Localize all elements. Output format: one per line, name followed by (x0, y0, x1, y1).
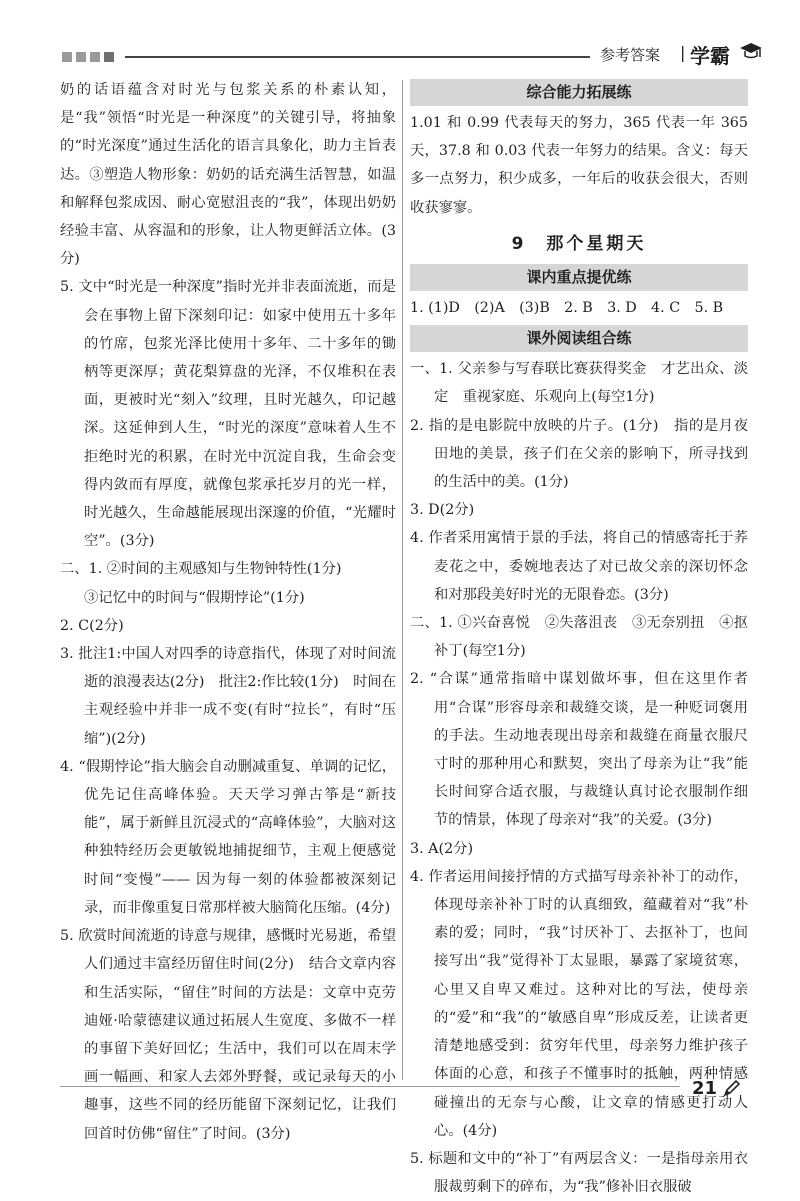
answer-item: 5. 文中“时光是一种深度”指时光并非表面流逝，而是会在事物上留下深刻印记：如家中使用五十多年的竹席，包浆光泽比使用十多年、二十多年的锄柄等更深厚；黄花梨算盘的光泽，不仅堆积在表面，更被时光“刻入”纹理，且时光越久，印记越深。这延伸到人生，“时光的深度”意味着人生不拒绝时光的积累，在时光中沉淀自我，生命会变得内敛而有厚度，就像包浆承托岁月的光一样，时光越久，生命越能展现出深邃的价值，“光耀时空”。(3分) (60, 279, 396, 550)
section-heading: 课内重点提优练 (410, 264, 748, 291)
answer-paragraph: 奶的话语蕴含对时光与包浆关系的朴素认知，是“我”领悟“时光是一种深度”的关键引导，将抽象的“时光深度”通过生活化的语言具象化，助力主旨表达。③塑造人物形象：奶奶的话充满生活智慧，如温和解释包浆成因、耐心宽慰沮丧的“我”，体现出奶奶经验丰富、从容温和的形象，让人物更鲜活立体。(3分) (60, 82, 396, 268)
lesson-title: 9 那个星期天 (511, 233, 647, 254)
answer-paragraph: 1.01 和 0.99 代表每天的努力，365 代表一年 365 天，37.8 和 0.03 代表一年努力的结果。含义：每天多一点努力，积少成多，一年后的收获会很大，否则收获寥寥。 (410, 115, 748, 216)
graduation-cap-icon (738, 40, 764, 62)
answer-item: 5. 欣赏时间流逝的诗意与规律，感慨时光易逝，希望人们通过丰富经历留住时间(2分) 结合文章内容和生活实际，“留住”时间的方法是：文章中克劳迪娅·哈蒙德建议通过拓展人生宽度、多做不一样的事留下美好回忆；生活中，我们可以在周末学画一幅画、和家人去郊外野餐，或记录每天的小趣事，这些不同的经历能留下深刻记忆，让我们回首时仿佛“留住”了时间。(3分) (60, 928, 396, 1142)
header-rule (125, 56, 590, 58)
header-separator: | (680, 43, 686, 62)
answer-item: 2. C(2分) (60, 617, 124, 634)
column-divider (402, 80, 403, 1080)
section-heading: 课外阅读组合练 (410, 325, 748, 352)
header-square-decoration (104, 52, 114, 62)
answer-item: 3. A(2分) (410, 840, 474, 857)
answer-item: 二、1. ①兴奋喜悦 ②失落沮丧 ③无奈别扭 ④抠补丁(每空1分) (410, 615, 748, 660)
answer-column-left (60, 76, 396, 1148)
header-square-decoration (76, 52, 86, 62)
answer-column-right (410, 76, 748, 1201)
page-header (0, 0, 800, 72)
answer-item: 一、1. 父亲参与写春联比赛获得奖金 才艺出众、淡定 重视家庭、乐观向上(每空1分) (410, 361, 748, 406)
answer-item: 4. 作者运用间接抒情的方式描写母亲补补丁的动作，体现母亲补补丁时的认真细致，蕴藏着对“我”朴素的爱；同时，“我”讨厌补丁、去抠补丁，也间接写出“我”觉得补丁太显眼，暴露了家境贫寒，心里又自卑又难过。这种对比的写法，使母亲的“爱”和“我”的“敏感自卑”形成反差，让读者更清楚地感受到：贫穷年代里，母亲努力维护孩子体面的心意，和孩子不懂事时的抵触，两种情感碰撞出的无奈与心酸，让文章的情感更打动人心。(4分) (410, 868, 748, 1139)
answer-item: 2. “合谋”通常指暗中谋划做坏事，但在这里作者用“合谋”形容母亲和裁缝交谈，是一种贬词褒用的手法。生动地表现出母亲和裁缝在商量衣服尺寸时的那种用心和默契，突出了母亲为让“我”能长时间穿合适衣服，与裁缝认真讨论衣服制作细节的情景，体现了母亲对“我”的关爱。(3分) (410, 671, 748, 829)
header-brand: 学霸 (690, 44, 730, 68)
pencil-icon (722, 1078, 742, 1098)
footer-rule (60, 1086, 680, 1087)
header-title: 参考答案 (600, 46, 661, 64)
answer-item: 4. 作者采用寓情于景的手法，将自己的情感寄托于荞麦花之中，委婉地表达了对已故父亲的深切怀念和对那段美好时光的无限眷恋。(3分) (410, 530, 748, 603)
header-square-decoration (90, 52, 100, 62)
page-number: 21 (692, 1078, 718, 1099)
answer-item: 2. 指的是电影院中放映的片子。(1分) 指的是月夜田地的美景，孩子们在父亲的影响下，所寻找到的生活中的美。(1分) (410, 417, 748, 491)
answer-item: 3. D(2分) (410, 502, 475, 519)
answer-subitem: ③记忆中的时间与“假期悖论”(1分) (84, 589, 305, 606)
answer-item: 4. “假期悖论”指大脑会自动删减重复、单调的记忆，优先记住高峰体验。天天学习弹古筝是“新技能”，属于新鲜且沉浸式的“高峰体验”，大脑对这种独特经历会更敏锐地捕捉细节，主观上便感觉时间“变慢”—— 因为每一刻的体验都被深刻记录，而非像重复日常那样被大脑简化压缩。(4分) (60, 758, 396, 916)
answer-item: 3. 批注1:中国人对四季的诗意指代，体现了对时间流逝的浪漫表达(2分) 批注2:作比较(1分) 时间在主观经验中并非一成不变(有时“拉长”，有时“压缩”)(2分) (60, 646, 396, 747)
answer-item: 5. 标题和文中的“补丁”有两层含义：一是指母亲用衣服裁剪剩下的碎布，为“我”修补旧衣服破 (410, 1150, 748, 1196)
answer-item: 二、1. ②时间的主观感知与生物钟特性(1分) (60, 561, 342, 578)
section-heading: 综合能力拓展练 (410, 79, 748, 106)
header-square-decoration (62, 52, 72, 62)
answer-paragraph: 1. (1)D (2)A (3)B 2. B 3. D 4. C 5. B (410, 300, 724, 317)
